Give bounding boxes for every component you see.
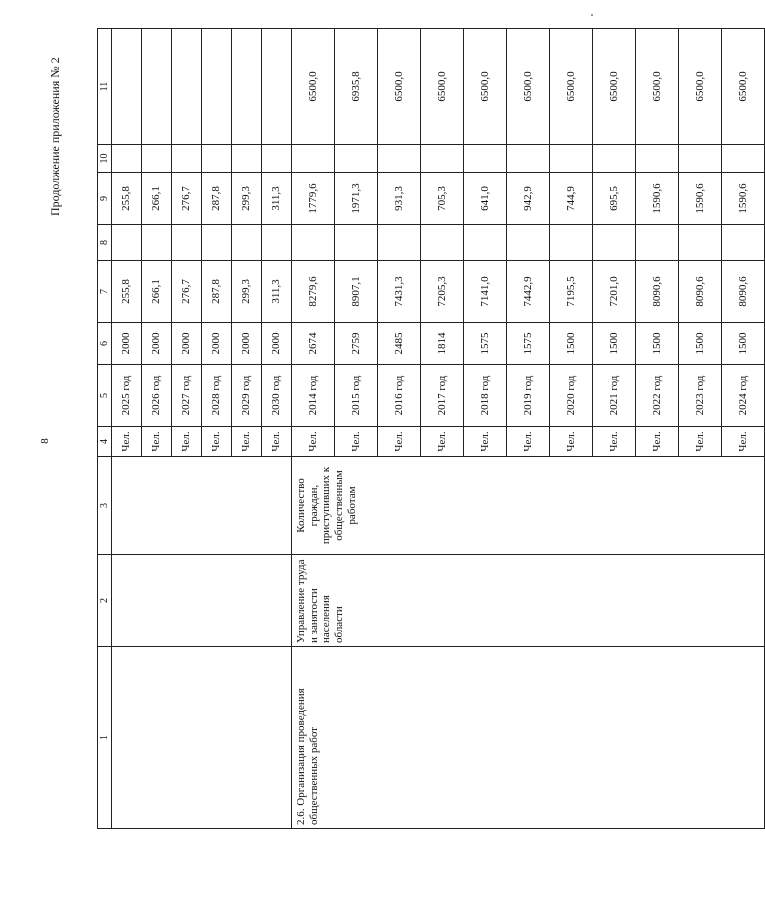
cell-c10 (722, 145, 765, 173)
cell-year: 2019 год (507, 365, 550, 427)
cell-c11: 6500,0 (507, 29, 550, 145)
cell-c11 (142, 29, 172, 145)
cell-unit: Чел. (262, 427, 292, 457)
cell-c6: 2674 (292, 323, 335, 365)
cell-year: 2015 год (335, 365, 378, 427)
cell-c11: 6500,0 (378, 29, 421, 145)
cell-c6: 1500 (593, 323, 636, 365)
cell-c8 (112, 225, 142, 261)
cell-c10 (421, 145, 464, 173)
cell-c8 (464, 225, 507, 261)
cell-c6: 2000 (142, 323, 172, 365)
cell-c8 (335, 225, 378, 261)
cell-c7: 7431,3 (378, 261, 421, 323)
cell-c8 (142, 225, 172, 261)
cell-unit: Чел. (202, 427, 232, 457)
cell-year: 2022 год (636, 365, 679, 427)
cell-year: 2020 год (550, 365, 593, 427)
cell-c8 (202, 225, 232, 261)
cell-c10 (142, 145, 172, 173)
cell-c11 (112, 29, 142, 145)
cell-year: 2017 год (421, 365, 464, 427)
cell-year: 2029 год (232, 365, 262, 427)
cell-c8 (292, 225, 335, 261)
cell-c9: 705,3 (421, 173, 464, 225)
cell-c7: 7141,0 (464, 261, 507, 323)
cell-c8 (507, 225, 550, 261)
cell-c7: 287,8 (202, 261, 232, 323)
cell-c9: 1971,3 (335, 173, 378, 225)
cell-c11: 6500,0 (421, 29, 464, 145)
cell-unit: Чел. (142, 427, 172, 457)
empty-cell (112, 457, 292, 555)
cell-year: 2023 год (679, 365, 722, 427)
cell-c7: 266,1 (142, 261, 172, 323)
cell-c6: 1500 (722, 323, 765, 365)
cell-c11: 6500,0 (464, 29, 507, 145)
cell-c9: 695,5 (593, 173, 636, 225)
header-cell: 4 (98, 427, 112, 457)
cell-c10 (378, 145, 421, 173)
cell-c8 (262, 225, 292, 261)
cell-c6: 1575 (507, 323, 550, 365)
cell-c9: 255,8 (112, 173, 142, 225)
cell-c10 (262, 145, 292, 173)
cell-c7: 311,3 (262, 261, 292, 323)
cell-unit: Чел. (679, 427, 722, 457)
cell-unit: Чел. (292, 427, 335, 457)
cell-c7: 255,8 (112, 261, 142, 323)
cell-c11: 6500,0 (550, 29, 593, 145)
cell-c7: 8907,1 (335, 261, 378, 323)
appendix-label: Продолжение приложения № 2 (48, 57, 62, 216)
cell-unit: Чел. (722, 427, 765, 457)
cell-unit: Чел. (112, 427, 142, 457)
header-cell: 10 (98, 145, 112, 173)
cell-unit: Чел. (172, 427, 202, 457)
cell-c11: 6500,0 (722, 29, 765, 145)
header-cell: 6 (98, 323, 112, 365)
cell-c6: 2759 (335, 323, 378, 365)
cell-c7: 276,7 (172, 261, 202, 323)
cell-unit: Чел. (232, 427, 262, 457)
header-cell: 8 (98, 225, 112, 261)
cell-c9: 942,9 (507, 173, 550, 225)
cell-c10 (172, 145, 202, 173)
cell-c7: 7442,9 (507, 261, 550, 323)
cell-c10 (292, 145, 335, 173)
cell-c9: 931,3 (378, 173, 421, 225)
cell-unit: Чел. (550, 427, 593, 457)
header-cell: 9 (98, 173, 112, 225)
cell-c9: 641,0 (464, 173, 507, 225)
cell-c7: 8090,6 (722, 261, 765, 323)
cell-c8 (679, 225, 722, 261)
cell-c7: 7205,3 (421, 261, 464, 323)
header-cell: 11 (98, 29, 112, 145)
header-cell: 5 (98, 365, 112, 427)
cell-year: 2028 год (202, 365, 232, 427)
cell-year: 2016 год (378, 365, 421, 427)
cell-c10 (550, 145, 593, 173)
cell-c9: 1590,6 (722, 173, 765, 225)
cell-c10 (593, 145, 636, 173)
cell-c10 (232, 145, 262, 173)
cell-c9: 287,8 (202, 173, 232, 225)
cell-c7: 8090,6 (679, 261, 722, 323)
cell-c8 (232, 225, 262, 261)
cell-c11: 6500,0 (679, 29, 722, 145)
cell-c9: 1590,6 (679, 173, 722, 225)
scan-speck (591, 14, 593, 16)
cell-c8 (172, 225, 202, 261)
cell-unit: Чел. (636, 427, 679, 457)
cell-c8 (593, 225, 636, 261)
cell-c7: 7195,5 (550, 261, 593, 323)
indicator-cell: Количество граждан, приступивших к общественным работам (292, 457, 765, 555)
cell-c9: 744,9 (550, 173, 593, 225)
cell-c10 (636, 145, 679, 173)
cell-c6: 2485 (378, 323, 421, 365)
cell-c11 (232, 29, 262, 145)
cell-year: 2024 год (722, 365, 765, 427)
cell-unit: Чел. (593, 427, 636, 457)
page-number: 8 (38, 438, 51, 444)
cell-c10 (202, 145, 232, 173)
cell-unit: Чел. (421, 427, 464, 457)
header-cell: 2 (98, 555, 112, 647)
header-cell: 3 (98, 457, 112, 555)
cell-c11: 6935,8 (335, 29, 378, 145)
cell-c9: 299,3 (232, 173, 262, 225)
cell-c6: 1500 (636, 323, 679, 365)
cell-c6: 1814 (421, 323, 464, 365)
cell-c10 (507, 145, 550, 173)
cell-unit: Чел. (335, 427, 378, 457)
cell-c7: 299,3 (232, 261, 262, 323)
cell-c11: 6500,0 (292, 29, 335, 145)
cell-c7: 8090,6 (636, 261, 679, 323)
cell-c8 (378, 225, 421, 261)
cell-c8 (550, 225, 593, 261)
cell-unit: Чел. (464, 427, 507, 457)
cell-c10 (335, 145, 378, 173)
cell-c9: 276,7 (172, 173, 202, 225)
cell-c10 (679, 145, 722, 173)
cell-c9: 311,3 (262, 173, 292, 225)
header-cell: 7 (98, 261, 112, 323)
cell-year: 2025 год (112, 365, 142, 427)
cell-c6: 2000 (232, 323, 262, 365)
cell-c11 (172, 29, 202, 145)
executor-cell: Управление труда и занятости населения области (292, 555, 765, 647)
cell-c9: 266,1 (142, 173, 172, 225)
cell-c6: 2000 (202, 323, 232, 365)
empty-cell (112, 555, 292, 647)
cell-c11 (202, 29, 232, 145)
cell-year: 2021 год (593, 365, 636, 427)
cell-c6: 1500 (550, 323, 593, 365)
cell-c6: 1575 (464, 323, 507, 365)
cell-c10 (112, 145, 142, 173)
cell-year: 2027 год (172, 365, 202, 427)
cell-unit: Чел. (378, 427, 421, 457)
cell-c6: 2000 (262, 323, 292, 365)
cell-c9: 1779,6 (292, 173, 335, 225)
header-row (98, 29, 112, 829)
cell-c7: 7201,0 (593, 261, 636, 323)
cell-c11: 6500,0 (636, 29, 679, 145)
cell-year: 2018 год (464, 365, 507, 427)
cell-c6: 2000 (172, 323, 202, 365)
cell-c8 (722, 225, 765, 261)
cell-year: 2026 год (142, 365, 172, 427)
cell-year: 2030 год (262, 365, 292, 427)
cell-c8 (636, 225, 679, 261)
cell-c11: 6500,0 (593, 29, 636, 145)
cell-c6: 2000 (112, 323, 142, 365)
cell-c9: 1590,6 (636, 173, 679, 225)
rotated-table-container (97, 29, 749, 829)
cell-c7: 8279,6 (292, 261, 335, 323)
cell-year: 2014 год (292, 365, 335, 427)
header-cell: 1 (98, 647, 112, 829)
measure-cell: 2.6. Организация проведения общественных работ (292, 647, 765, 829)
cell-c6: 1500 (679, 323, 722, 365)
table-row (112, 29, 142, 829)
empty-cell (112, 647, 292, 829)
cell-unit: Чел. (507, 427, 550, 457)
cell-c10 (464, 145, 507, 173)
cell-c8 (421, 225, 464, 261)
cell-c11 (262, 29, 292, 145)
table-row (292, 29, 335, 829)
data-table (97, 28, 765, 829)
